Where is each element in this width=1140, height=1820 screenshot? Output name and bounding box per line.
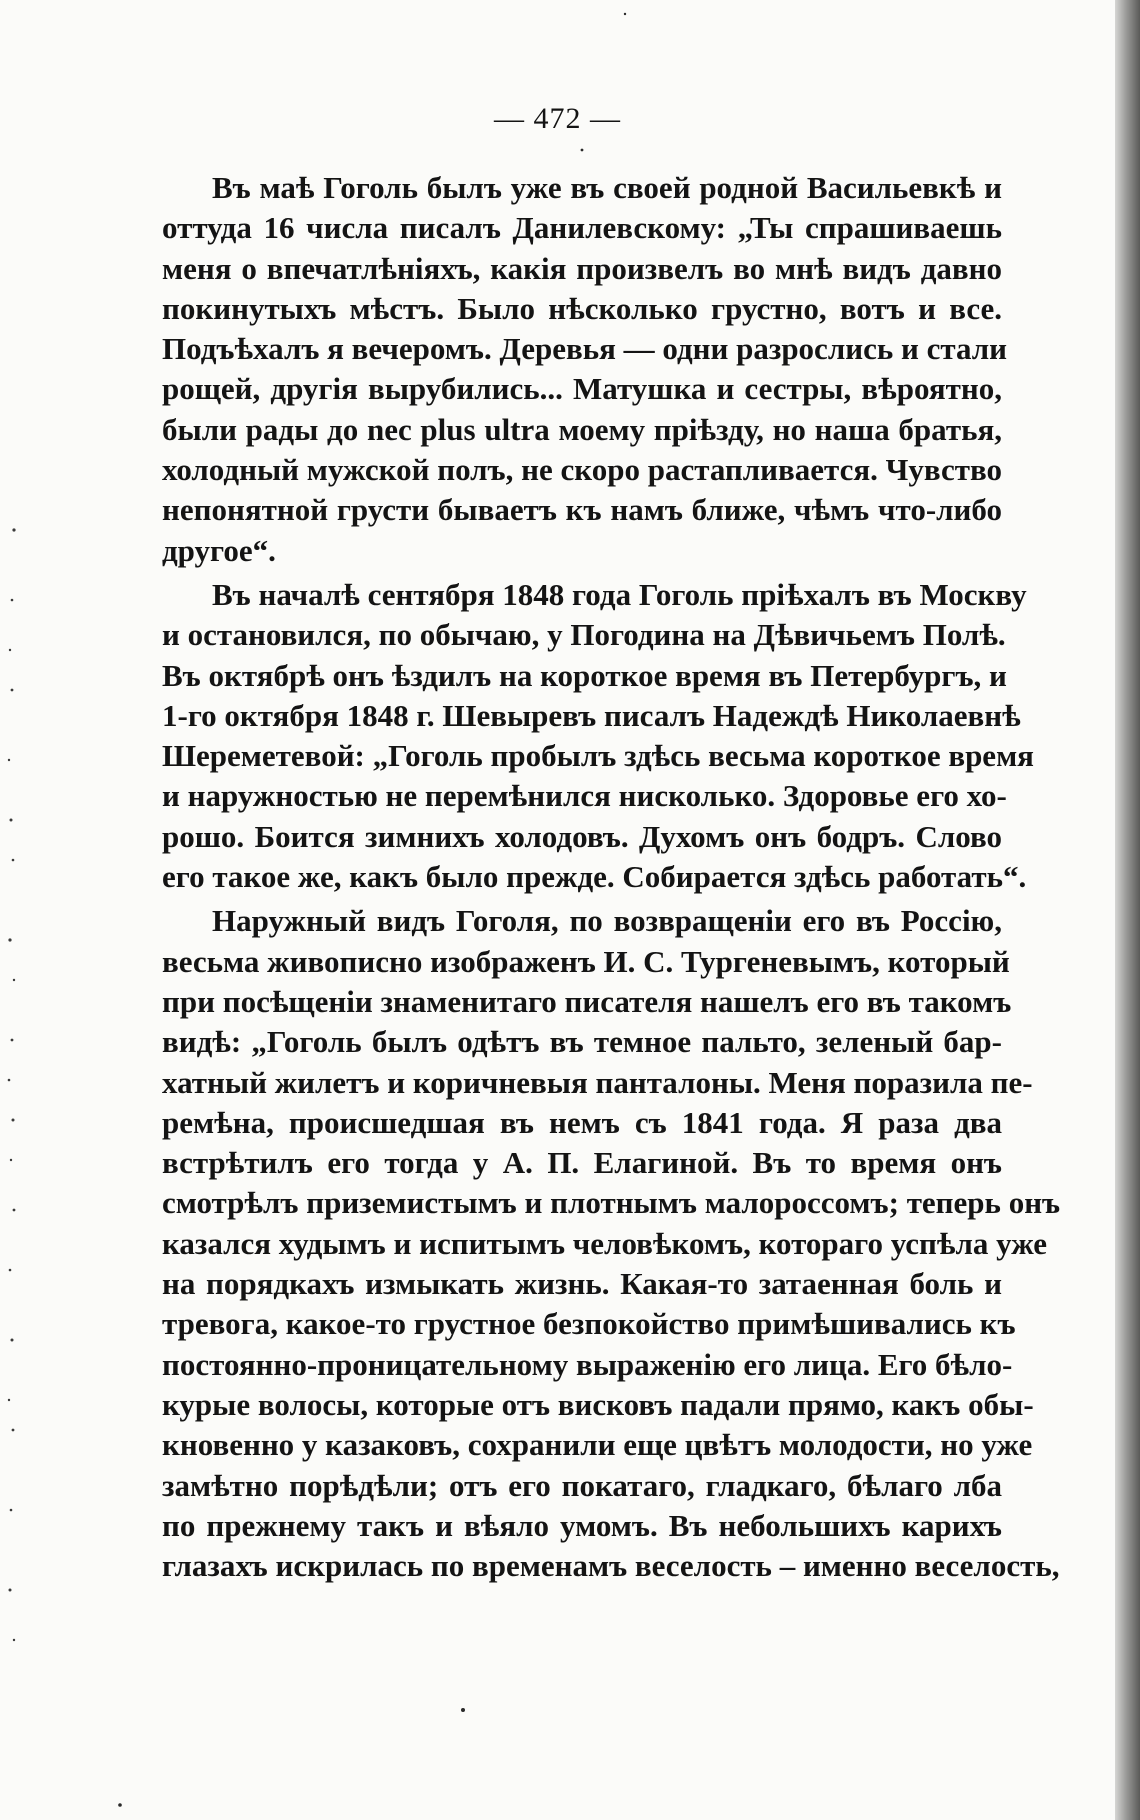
text-line: меня о впечатлѣніяхъ, какія произвелъ во мнѣ видъ давно	[162, 250, 1002, 286]
text-line: тревога, какое-то грустное безпокойство примѣшивались къ	[162, 1306, 1016, 1342]
text-line: Въ октябрѣ онъ ѣздилъ на короткое время въ Петербургъ, и	[162, 657, 1007, 693]
text-line: и наружностью не перемѣнился нисколько. Здоровье его хо-	[162, 778, 1007, 814]
header-speck	[581, 149, 584, 152]
text-line: на порядкахъ измыкать жизнь. Какая-то затаенная боль и	[162, 1266, 1002, 1302]
text-line: встрѣтилъ его тогда у А. П. Елагиной. Въ то время онъ	[162, 1145, 1002, 1181]
text-line: кновенно у казаковъ, сохранили еще цвѣтъ молодости, но уже	[162, 1427, 1033, 1463]
text-line: его такое же, какъ было прежде. Собирается здѣсь работать“.	[162, 859, 1027, 895]
text-line: казался худымъ и испитымъ человѣкомъ, котораго успѣла уже	[162, 1225, 1048, 1261]
text-line: покинутыхъ мѣстъ. Было нѣсколько грустно, вотъ и все.	[162, 290, 1002, 326]
text-line: при посѣщеніи знаменитаго писателя нашелъ его въ такомъ	[162, 983, 1012, 1019]
top-speck	[624, 13, 626, 15]
text-line: постоянно-проницательному выраженію его лица. Его бѣло-	[162, 1346, 1013, 1382]
text-line: смотрѣлъ приземистымъ и плотнымъ малороссомъ; теперь онъ	[162, 1185, 1061, 1221]
text-line: рошо. Боится зимнихъ холодовъ. Духомъ онъ бодръ. Слово	[162, 818, 1002, 854]
text-line: ремѣна, происшедшая въ немъ съ 1841 года. Я раза два	[162, 1104, 1002, 1140]
text-line: Въ началѣ сентября 1848 года Гоголь пріѣхалъ въ Москву	[212, 576, 1027, 612]
text-line: и остановился, по обычаю, у Погодина на Дѣвичьемъ Полѣ.	[162, 617, 1006, 653]
text-line: видѣ: „Гоголь былъ одѣтъ въ темное пальто, зеленый бар-	[162, 1024, 1002, 1060]
bottom-speck	[461, 1708, 465, 1712]
text-line: Подъѣхалъ я вечеромъ. Деревья — одни разрослись и стали	[162, 331, 1007, 367]
text-line: оттуда 16 числа писалъ Данилевскому: „Ты спрашиваешь	[162, 210, 1002, 246]
text-line: глазахъ искрилась по временамъ веселость – именно веселость,	[162, 1548, 1060, 1584]
text-line: Въ маѣ Гоголь былъ уже въ своей родной Васильевкѣ и	[212, 170, 1002, 205]
text-line: рощей, другія вырубились... Матушка и сестры, вѣроятно,	[162, 371, 1002, 407]
text-line: другое“.	[162, 532, 276, 568]
text-line: курые волосы, которые отъ висковъ падали прямо, какъ обы-	[162, 1386, 1034, 1422]
text-line: были рады до nec plus ultra моему пріѣзду, но наша братья,	[162, 411, 1002, 447]
text-line: 1-го октября 1848 г. Шевыревъ писалъ Надеждѣ Николаевнѣ	[162, 697, 1021, 733]
text-line: по прежнему такъ и вѣяло умомъ. Въ небольшихъ карихъ	[162, 1507, 1002, 1543]
text-line: холодный мужской полъ, не скоро растапливается. Чувство	[162, 452, 1003, 488]
corner-speck	[118, 1803, 122, 1807]
text-line: Шереметевой: „Гоголь пробылъ здѣсь весьма короткое время	[162, 738, 1034, 774]
text-line: Наружный видъ Гоголя, по возвращеніи его въ Россію,	[212, 903, 1002, 939]
text-line: непонятной грусти бываетъ къ намъ ближе, чѣмъ что-либо	[162, 492, 1002, 528]
text-line: замѣтно порѣдѣли; отъ его покатаго, гладкаго, бѣлаго лба	[162, 1467, 1002, 1503]
text-line: хатный жилетъ и коричневыя панталоны. Меня поразила пе-	[162, 1064, 1033, 1100]
text-line: весьма живописно изображенъ И. С. Тургеневымъ, который	[162, 943, 1010, 979]
page-number: — 472 —	[494, 102, 621, 135]
left-margin-specks	[8, 528, 16, 1641]
